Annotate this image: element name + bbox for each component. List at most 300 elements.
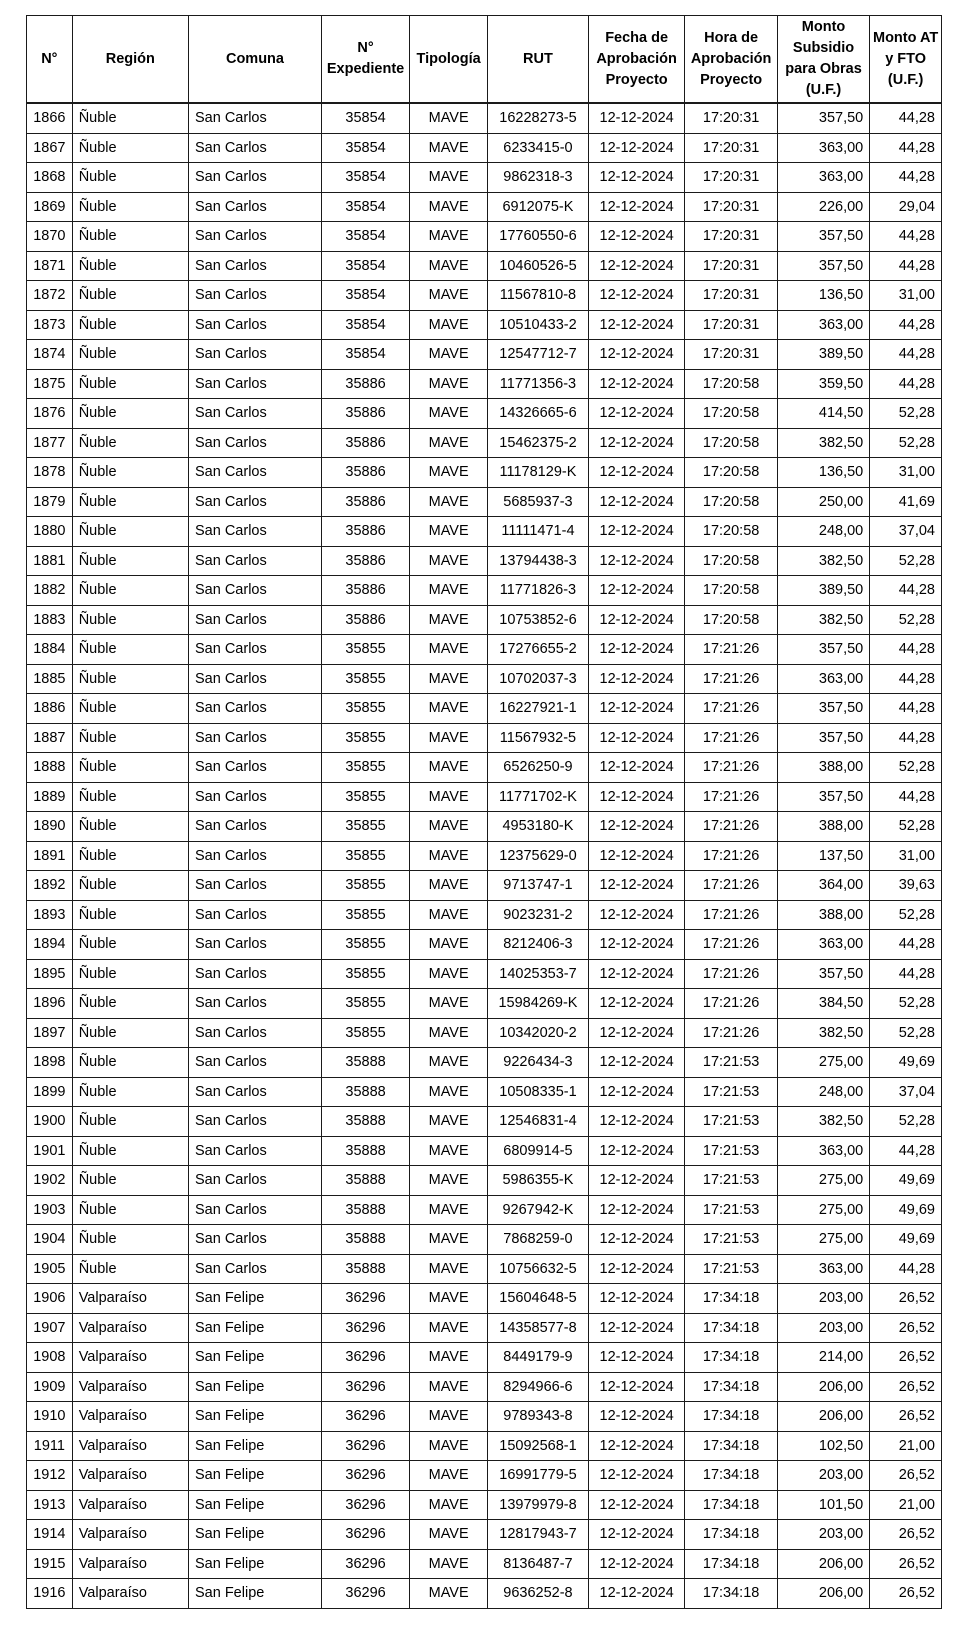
- cell-monto-obras: 384,50: [777, 989, 869, 1019]
- table-row: [27, 664, 942, 694]
- cell-rut: 16991779-5: [488, 1461, 589, 1491]
- cell-hora: 17:20:31: [685, 133, 777, 163]
- table-row: [27, 841, 942, 871]
- cell-hora: 17:21:26: [685, 812, 777, 842]
- cell-hora: 17:20:58: [685, 458, 777, 488]
- cell-monto-obras: 382,50: [777, 605, 869, 635]
- cell-expediente: 36296: [321, 1402, 409, 1432]
- table-row: [27, 782, 942, 812]
- cell-monto-obras: 382,50: [777, 428, 869, 458]
- cell-monto-at: 52,28: [870, 546, 942, 576]
- cell-hora: 17:20:58: [685, 399, 777, 429]
- cell-hora: 17:21:26: [685, 900, 777, 930]
- cell-expediente: 35886: [321, 546, 409, 576]
- cell-fecha: 12-12-2024: [588, 1077, 685, 1107]
- cell-fecha: 12-12-2024: [588, 959, 685, 989]
- table-row: [27, 1136, 942, 1166]
- cell-comuna: San Carlos: [189, 428, 322, 458]
- cell-rut: 13979979-8: [488, 1490, 589, 1520]
- cell-expediente: 36296: [321, 1579, 409, 1609]
- cell-rut: 6809914-5: [488, 1136, 589, 1166]
- cell-tipologia: MAVE: [410, 458, 488, 488]
- table-row: [27, 1077, 942, 1107]
- cell-no: 1890: [27, 812, 73, 842]
- table-row: [27, 222, 942, 252]
- cell-monto-at: 52,28: [870, 428, 942, 458]
- cell-tipologia: MAVE: [410, 1077, 488, 1107]
- table-header: [27, 16, 942, 104]
- cell-fecha: 12-12-2024: [588, 1520, 685, 1550]
- cell-hora: 17:21:53: [685, 1166, 777, 1196]
- cell-comuna: San Carlos: [189, 1254, 322, 1284]
- cell-comuna: San Carlos: [189, 310, 322, 340]
- cell-comuna: San Carlos: [189, 281, 322, 311]
- cell-expediente: 35888: [321, 1048, 409, 1078]
- cell-monto-at: 26,52: [870, 1313, 942, 1343]
- cell-rut: 12547712-7: [488, 340, 589, 370]
- cell-monto-at: 44,28: [870, 1254, 942, 1284]
- cell-fecha: 12-12-2024: [588, 369, 685, 399]
- table-row: [27, 959, 942, 989]
- cell-fecha: 12-12-2024: [588, 1018, 685, 1048]
- cell-hora: 17:21:26: [685, 753, 777, 783]
- cell-no: 1912: [27, 1461, 73, 1491]
- cell-rut: 11771826-3: [488, 576, 589, 606]
- cell-tipologia: MAVE: [410, 812, 488, 842]
- cell-fecha: 12-12-2024: [588, 546, 685, 576]
- table-row: [27, 1166, 942, 1196]
- cell-tipologia: MAVE: [410, 959, 488, 989]
- cell-region: Valparaíso: [72, 1579, 188, 1609]
- cell-tipologia: MAVE: [410, 163, 488, 193]
- table-row: [27, 1579, 942, 1609]
- cell-tipologia: MAVE: [410, 841, 488, 871]
- cell-region: Ñuble: [72, 664, 188, 694]
- cell-region: Ñuble: [72, 281, 188, 311]
- cell-rut: 9713747-1: [488, 871, 589, 901]
- cell-monto-at: 52,28: [870, 1018, 942, 1048]
- cell-monto-obras: 414,50: [777, 399, 869, 429]
- cell-monto-obras: 357,50: [777, 251, 869, 281]
- cell-monto-at: 44,28: [870, 576, 942, 606]
- cell-region: Ñuble: [72, 782, 188, 812]
- table-body: [27, 103, 942, 1608]
- cell-comuna: San Carlos: [189, 458, 322, 488]
- cell-no: 1895: [27, 959, 73, 989]
- cell-fecha: 12-12-2024: [588, 635, 685, 665]
- cell-hora: 17:20:58: [685, 605, 777, 635]
- cell-no: 1880: [27, 517, 73, 547]
- cell-monto-at: 52,28: [870, 989, 942, 1019]
- table-row: [27, 1402, 942, 1432]
- cell-monto-obras: 248,00: [777, 517, 869, 547]
- cell-monto-at: 26,52: [870, 1343, 942, 1373]
- cell-no: 1908: [27, 1343, 73, 1373]
- cell-fecha: 12-12-2024: [588, 1284, 685, 1314]
- cell-no: 1887: [27, 723, 73, 753]
- cell-comuna: San Carlos: [189, 871, 322, 901]
- cell-rut: 15984269-K: [488, 989, 589, 1019]
- cell-expediente: 35888: [321, 1254, 409, 1284]
- cell-rut: 10510433-2: [488, 310, 589, 340]
- cell-expediente: 35855: [321, 812, 409, 842]
- cell-tipologia: MAVE: [410, 487, 488, 517]
- cell-rut: 10342020-2: [488, 1018, 589, 1048]
- cell-hora: 17:20:31: [685, 251, 777, 281]
- cell-no: 1883: [27, 605, 73, 635]
- cell-monto-obras: 363,00: [777, 310, 869, 340]
- cell-comuna: San Carlos: [189, 1195, 322, 1225]
- cell-no: 1882: [27, 576, 73, 606]
- cell-rut: 9636252-8: [488, 1579, 589, 1609]
- cell-expediente: 35854: [321, 222, 409, 252]
- cell-expediente: 35855: [321, 664, 409, 694]
- header-comuna: Comuna: [189, 16, 322, 104]
- cell-monto-obras: 206,00: [777, 1549, 869, 1579]
- cell-monto-obras: 359,50: [777, 369, 869, 399]
- cell-monto-at: 26,52: [870, 1372, 942, 1402]
- cell-tipologia: MAVE: [410, 871, 488, 901]
- cell-comuna: San Carlos: [189, 517, 322, 547]
- cell-fecha: 12-12-2024: [588, 605, 685, 635]
- cell-monto-at: 29,04: [870, 192, 942, 222]
- cell-rut: 6526250-9: [488, 753, 589, 783]
- cell-comuna: San Carlos: [189, 1077, 322, 1107]
- cell-tipologia: MAVE: [410, 222, 488, 252]
- cell-fecha: 12-12-2024: [588, 1225, 685, 1255]
- cell-comuna: San Felipe: [189, 1549, 322, 1579]
- cell-monto-at: 26,52: [870, 1520, 942, 1550]
- cell-region: Valparaíso: [72, 1549, 188, 1579]
- cell-fecha: 12-12-2024: [588, 1343, 685, 1373]
- cell-expediente: 35855: [321, 635, 409, 665]
- cell-region: Ñuble: [72, 635, 188, 665]
- cell-monto-obras: 363,00: [777, 664, 869, 694]
- cell-rut: 8294966-6: [488, 1372, 589, 1402]
- cell-rut: 10460526-5: [488, 251, 589, 281]
- cell-no: 1901: [27, 1136, 73, 1166]
- cell-no: 1910: [27, 1402, 73, 1432]
- table-row: [27, 340, 942, 370]
- cell-fecha: 12-12-2024: [588, 1549, 685, 1579]
- cell-fecha: 12-12-2024: [588, 694, 685, 724]
- cell-no: 1891: [27, 841, 73, 871]
- cell-tipologia: MAVE: [410, 340, 488, 370]
- cell-hora: 17:20:58: [685, 487, 777, 517]
- cell-no: 1903: [27, 1195, 73, 1225]
- cell-comuna: San Carlos: [189, 192, 322, 222]
- cell-expediente: 36296: [321, 1520, 409, 1550]
- cell-expediente: 36296: [321, 1490, 409, 1520]
- cell-tipologia: MAVE: [410, 753, 488, 783]
- cell-tipologia: MAVE: [410, 694, 488, 724]
- cell-hora: 17:21:53: [685, 1225, 777, 1255]
- cell-region: Ñuble: [72, 841, 188, 871]
- cell-rut: 13794438-3: [488, 546, 589, 576]
- cell-hora: 17:20:31: [685, 192, 777, 222]
- cell-monto-at: 21,00: [870, 1431, 942, 1461]
- table-row: [27, 1372, 942, 1402]
- header-tipologia: Tipología: [410, 16, 488, 104]
- cell-comuna: San Carlos: [189, 546, 322, 576]
- cell-expediente: 35886: [321, 399, 409, 429]
- cell-no: 1866: [27, 103, 73, 133]
- cell-comuna: San Carlos: [189, 163, 322, 193]
- cell-tipologia: MAVE: [410, 1490, 488, 1520]
- table-row: [27, 1107, 942, 1137]
- cell-tipologia: MAVE: [410, 664, 488, 694]
- cell-no: 1875: [27, 369, 73, 399]
- cell-tipologia: MAVE: [410, 1549, 488, 1579]
- cell-fecha: 12-12-2024: [588, 1048, 685, 1078]
- cell-fecha: 12-12-2024: [588, 782, 685, 812]
- cell-rut: 8136487-7: [488, 1549, 589, 1579]
- cell-no: 1874: [27, 340, 73, 370]
- cell-fecha: 12-12-2024: [588, 930, 685, 960]
- table-row: [27, 1461, 942, 1491]
- cell-rut: 11178129-K: [488, 458, 589, 488]
- cell-comuna: San Carlos: [189, 841, 322, 871]
- cell-no: 1885: [27, 664, 73, 694]
- cell-fecha: 12-12-2024: [588, 458, 685, 488]
- cell-fecha: 12-12-2024: [588, 1313, 685, 1343]
- cell-tipologia: MAVE: [410, 251, 488, 281]
- cell-tipologia: MAVE: [410, 1343, 488, 1373]
- cell-hora: 17:34:18: [685, 1520, 777, 1550]
- cell-region: Ñuble: [72, 1166, 188, 1196]
- cell-monto-at: 44,28: [870, 251, 942, 281]
- cell-monto-at: 44,28: [870, 133, 942, 163]
- cell-rut: 9226434-3: [488, 1048, 589, 1078]
- cell-monto-obras: 214,00: [777, 1343, 869, 1373]
- cell-monto-obras: 275,00: [777, 1195, 869, 1225]
- cell-comuna: San Carlos: [189, 103, 322, 133]
- cell-monto-at: 31,00: [870, 281, 942, 311]
- cell-tipologia: MAVE: [410, 428, 488, 458]
- cell-comuna: San Carlos: [189, 1225, 322, 1255]
- cell-rut: 11771356-3: [488, 369, 589, 399]
- cell-fecha: 12-12-2024: [588, 487, 685, 517]
- cell-hora: 17:34:18: [685, 1461, 777, 1491]
- table-row: [27, 576, 942, 606]
- cell-monto-obras: 275,00: [777, 1225, 869, 1255]
- table-row: [27, 546, 942, 576]
- cell-monto-obras: 363,00: [777, 163, 869, 193]
- cell-expediente: 35854: [321, 133, 409, 163]
- cell-hora: 17:20:31: [685, 310, 777, 340]
- cell-fecha: 12-12-2024: [588, 1431, 685, 1461]
- cell-hora: 17:34:18: [685, 1313, 777, 1343]
- cell-monto-at: 44,28: [870, 930, 942, 960]
- cell-hora: 17:21:53: [685, 1107, 777, 1137]
- cell-expediente: 35886: [321, 458, 409, 488]
- cell-expediente: 35854: [321, 163, 409, 193]
- cell-no: 1916: [27, 1579, 73, 1609]
- cell-rut: 16227921-1: [488, 694, 589, 724]
- cell-comuna: San Carlos: [189, 664, 322, 694]
- table-row: [27, 251, 942, 281]
- cell-monto-obras: 357,50: [777, 782, 869, 812]
- cell-comuna: San Felipe: [189, 1431, 322, 1461]
- cell-monto-obras: 357,50: [777, 694, 869, 724]
- cell-monto-obras: 388,00: [777, 900, 869, 930]
- table-row: [27, 1490, 942, 1520]
- cell-fecha: 12-12-2024: [588, 163, 685, 193]
- cell-no: 1869: [27, 192, 73, 222]
- cell-hora: 17:21:26: [685, 959, 777, 989]
- cell-expediente: 35855: [321, 841, 409, 871]
- cell-rut: 11771702-K: [488, 782, 589, 812]
- cell-fecha: 12-12-2024: [588, 399, 685, 429]
- cell-no: 1902: [27, 1166, 73, 1196]
- cell-monto-obras: 357,50: [777, 635, 869, 665]
- cell-fecha: 12-12-2024: [588, 222, 685, 252]
- cell-fecha: 12-12-2024: [588, 340, 685, 370]
- cell-fecha: 12-12-2024: [588, 900, 685, 930]
- cell-region: Ñuble: [72, 753, 188, 783]
- cell-monto-obras: 137,50: [777, 841, 869, 871]
- cell-comuna: San Carlos: [189, 782, 322, 812]
- cell-expediente: 35855: [321, 900, 409, 930]
- cell-region: Ñuble: [72, 605, 188, 635]
- cell-monto-obras: 136,50: [777, 458, 869, 488]
- cell-comuna: San Felipe: [189, 1372, 322, 1402]
- cell-region: Ñuble: [72, 192, 188, 222]
- cell-expediente: 36296: [321, 1549, 409, 1579]
- cell-region: Ñuble: [72, 1018, 188, 1048]
- cell-tipologia: MAVE: [410, 517, 488, 547]
- cell-no: 1911: [27, 1431, 73, 1461]
- cell-fecha: 12-12-2024: [588, 1254, 685, 1284]
- cell-no: 1906: [27, 1284, 73, 1314]
- cell-monto-obras: 389,50: [777, 340, 869, 370]
- cell-monto-obras: 203,00: [777, 1313, 869, 1343]
- cell-monto-at: 26,52: [870, 1402, 942, 1432]
- cell-fecha: 12-12-2024: [588, 310, 685, 340]
- cell-fecha: 12-12-2024: [588, 103, 685, 133]
- cell-no: 1894: [27, 930, 73, 960]
- cell-monto-at: 41,69: [870, 487, 942, 517]
- cell-region: Ñuble: [72, 399, 188, 429]
- header-monto-at: Monto AT y FTO (U.F.): [870, 16, 942, 104]
- cell-monto-obras: 206,00: [777, 1402, 869, 1432]
- subsidy-table: [26, 15, 942, 1609]
- cell-no: 1898: [27, 1048, 73, 1078]
- cell-hora: 17:20:31: [685, 163, 777, 193]
- cell-tipologia: MAVE: [410, 635, 488, 665]
- cell-expediente: 35855: [321, 694, 409, 724]
- cell-region: Ñuble: [72, 310, 188, 340]
- cell-rut: 10702037-3: [488, 664, 589, 694]
- cell-expediente: 35886: [321, 487, 409, 517]
- cell-comuna: San Carlos: [189, 989, 322, 1019]
- table-row: [27, 428, 942, 458]
- cell-monto-obras: 248,00: [777, 1077, 869, 1107]
- cell-expediente: 35855: [321, 723, 409, 753]
- cell-hora: 17:21:26: [685, 723, 777, 753]
- cell-rut: 17276655-2: [488, 635, 589, 665]
- cell-tipologia: MAVE: [410, 1372, 488, 1402]
- cell-comuna: San Carlos: [189, 900, 322, 930]
- cell-tipologia: MAVE: [410, 1461, 488, 1491]
- cell-tipologia: MAVE: [410, 399, 488, 429]
- cell-comuna: San Felipe: [189, 1343, 322, 1373]
- cell-no: 1904: [27, 1225, 73, 1255]
- cell-no: 1867: [27, 133, 73, 163]
- cell-region: Valparaíso: [72, 1431, 188, 1461]
- cell-monto-at: 44,28: [870, 340, 942, 370]
- cell-rut: 7868259-0: [488, 1225, 589, 1255]
- cell-no: 1914: [27, 1520, 73, 1550]
- table-row: [27, 605, 942, 635]
- cell-expediente: 35854: [321, 340, 409, 370]
- cell-region: Ñuble: [72, 340, 188, 370]
- cell-fecha: 12-12-2024: [588, 1461, 685, 1491]
- cell-no: 1897: [27, 1018, 73, 1048]
- table-row: [27, 1313, 942, 1343]
- cell-hora: 17:34:18: [685, 1490, 777, 1520]
- cell-tipologia: MAVE: [410, 1579, 488, 1609]
- cell-region: Ñuble: [72, 222, 188, 252]
- cell-region: Valparaíso: [72, 1313, 188, 1343]
- cell-fecha: 12-12-2024: [588, 192, 685, 222]
- cell-monto-at: 49,69: [870, 1195, 942, 1225]
- cell-region: Valparaíso: [72, 1402, 188, 1432]
- cell-comuna: San Felipe: [189, 1579, 322, 1609]
- cell-tipologia: MAVE: [410, 1520, 488, 1550]
- cell-monto-obras: 203,00: [777, 1284, 869, 1314]
- cell-region: Ñuble: [72, 576, 188, 606]
- cell-comuna: San Carlos: [189, 959, 322, 989]
- cell-monto-obras: 226,00: [777, 192, 869, 222]
- table-row: [27, 1048, 942, 1078]
- table-row: [27, 192, 942, 222]
- cell-no: 1879: [27, 487, 73, 517]
- cell-region: Ñuble: [72, 163, 188, 193]
- cell-monto-obras: 275,00: [777, 1166, 869, 1196]
- cell-fecha: 12-12-2024: [588, 1195, 685, 1225]
- cell-monto-at: 26,52: [870, 1549, 942, 1579]
- cell-hora: 17:20:58: [685, 576, 777, 606]
- cell-monto-at: 44,28: [870, 103, 942, 133]
- cell-monto-obras: 357,50: [777, 222, 869, 252]
- cell-rut: 8212406-3: [488, 930, 589, 960]
- cell-tipologia: MAVE: [410, 1313, 488, 1343]
- cell-rut: 9267942-K: [488, 1195, 589, 1225]
- cell-monto-at: 44,28: [870, 723, 942, 753]
- cell-rut: 14326665-6: [488, 399, 589, 429]
- cell-monto-obras: 136,50: [777, 281, 869, 311]
- cell-rut: 8449179-9: [488, 1343, 589, 1373]
- cell-tipologia: MAVE: [410, 133, 488, 163]
- cell-region: Ñuble: [72, 1195, 188, 1225]
- cell-comuna: San Carlos: [189, 340, 322, 370]
- cell-comuna: San Carlos: [189, 133, 322, 163]
- cell-region: Ñuble: [72, 871, 188, 901]
- table-row: [27, 900, 942, 930]
- header-row: [27, 16, 942, 104]
- cell-fecha: 12-12-2024: [588, 871, 685, 901]
- cell-expediente: 35854: [321, 310, 409, 340]
- cell-expediente: 35886: [321, 369, 409, 399]
- cell-expediente: 35855: [321, 782, 409, 812]
- cell-region: Ñuble: [72, 133, 188, 163]
- cell-region: Ñuble: [72, 723, 188, 753]
- cell-no: 1893: [27, 900, 73, 930]
- cell-monto-at: 26,52: [870, 1461, 942, 1491]
- cell-region: Ñuble: [72, 900, 188, 930]
- cell-comuna: San Carlos: [189, 399, 322, 429]
